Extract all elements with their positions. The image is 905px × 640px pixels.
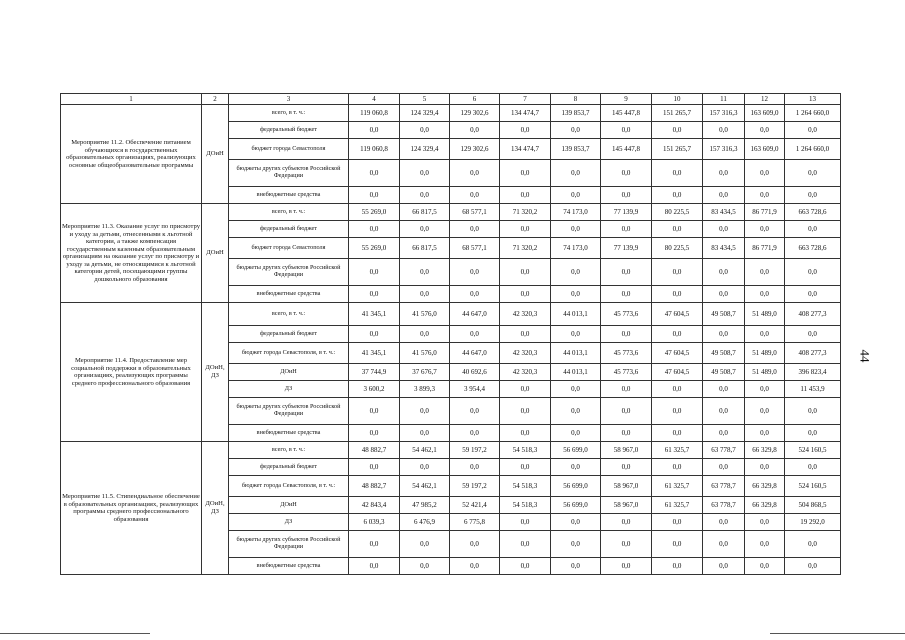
value-cell: 19 292,0 [785,514,841,531]
value-cell: 11 453,9 [785,381,841,398]
value-cell: 83 434,5 [703,238,745,259]
value-cell: 63 778,7 [703,476,745,497]
value-cell: 0,0 [500,221,551,238]
funding-source-label: внебюджетные средства [229,187,349,204]
value-cell: 61 325,7 [652,497,703,514]
funding-source-label: всего, в т. ч.: [229,442,349,459]
header-cell: 13 [785,94,841,105]
funding-source-label: внебюджетные средства [229,425,349,442]
value-cell: 0,0 [500,326,551,343]
value-cell: 0,0 [601,187,652,204]
value-cell: 0,0 [703,326,745,343]
value-cell: 0,0 [703,425,745,442]
value-cell: 524 160,5 [785,476,841,497]
value-cell: 58 967,0 [601,476,652,497]
header-cell: 9 [601,94,652,105]
value-cell: 0,0 [745,558,785,575]
value-cell: 59 197,2 [450,476,500,497]
funding-source-label: бюджеты других субъектов Российской Федерации [229,259,349,286]
funding-source-label: федеральный бюджет [229,326,349,343]
value-cell: 0,0 [785,398,841,425]
value-cell: 504 868,5 [785,497,841,514]
value-cell: 49 508,7 [703,364,745,381]
value-cell: 61 325,7 [652,476,703,497]
value-cell: 44 013,1 [551,303,601,326]
executor: ДОиН, ДЗ [202,303,229,442]
value-cell: 3 600,2 [349,381,400,398]
funding-source-label: всего, в т. ч.: [229,303,349,326]
value-cell: 0,0 [400,160,450,187]
value-cell: 157 316,3 [703,105,745,122]
value-cell: 134 474,7 [500,105,551,122]
value-cell: 0,0 [551,459,601,476]
value-cell: 0,0 [551,558,601,575]
value-cell: 163 609,0 [745,105,785,122]
value-cell: 0,0 [785,459,841,476]
value-cell: 47 985,2 [400,497,450,514]
value-cell: 40 692,6 [450,364,500,381]
value-cell: 0,0 [349,531,400,558]
value-cell: 83 434,5 [703,204,745,221]
header-cell: 8 [551,94,601,105]
value-cell: 47 604,5 [652,343,703,364]
value-cell: 71 320,2 [500,238,551,259]
table-row [61,442,841,459]
value-cell: 0,0 [785,259,841,286]
value-cell: 44 013,1 [551,364,601,381]
funding-source-label: ДОиН [229,497,349,514]
value-cell: 0,0 [745,381,785,398]
value-cell: 0,0 [500,398,551,425]
value-cell: 145 447,8 [601,105,652,122]
value-cell: 68 577,1 [450,204,500,221]
value-cell: 396 823,4 [785,364,841,381]
value-cell: 0,0 [601,221,652,238]
value-cell: 0,0 [349,259,400,286]
value-cell: 663 728,6 [785,204,841,221]
value-cell: 6 039,3 [349,514,400,531]
value-cell: 51 489,0 [745,303,785,326]
value-cell: 0,0 [652,514,703,531]
value-cell: 66 817,5 [400,204,450,221]
value-cell: 0,0 [450,425,500,442]
value-cell: 0,0 [601,558,652,575]
value-cell: 0,0 [349,425,400,442]
value-cell: 0,0 [400,398,450,425]
value-cell: 86 771,9 [745,238,785,259]
value-cell: 0,0 [349,326,400,343]
value-cell: 0,0 [551,514,601,531]
value-cell: 0,0 [703,187,745,204]
value-cell: 0,0 [400,531,450,558]
value-cell: 0,0 [450,326,500,343]
value-cell: 6 476,9 [400,514,450,531]
value-cell: 0,0 [652,398,703,425]
funding-source-label: ДОиН [229,364,349,381]
value-cell: 80 225,5 [652,204,703,221]
value-cell: 52 421,4 [450,497,500,514]
value-cell: 45 773,6 [601,343,652,364]
value-cell: 3 899,3 [400,381,450,398]
value-cell: 66 329,8 [745,442,785,459]
value-cell: 0,0 [703,221,745,238]
funding-source-label: бюджеты других субъектов Российской Федерации [229,160,349,187]
header-cell: 6 [450,94,500,105]
value-cell: 54 518,3 [500,497,551,514]
value-cell: 0,0 [450,558,500,575]
value-cell: 163 609,0 [745,139,785,160]
value-cell: 0,0 [652,221,703,238]
value-cell: 0,0 [745,122,785,139]
value-cell: 41 345,1 [349,343,400,364]
value-cell: 0,0 [551,160,601,187]
table-body [61,94,841,575]
value-cell: 0,0 [745,259,785,286]
value-cell: 42 320,3 [500,343,551,364]
funding-source-label: федеральный бюджет [229,221,349,238]
funding-source-label: бюджеты других субъектов Российской Федерации [229,398,349,425]
value-cell: 63 778,7 [703,442,745,459]
value-cell: 0,0 [652,326,703,343]
value-cell: 41 576,0 [400,343,450,364]
measure-name: Мероприятие 11.5. Стипендиальное обеспечение в образовательных организациях, реализующих программы среднего профессионального образования [61,442,202,575]
value-cell: 0,0 [450,286,500,303]
value-cell: 0,0 [450,122,500,139]
value-cell: 74 173,0 [551,204,601,221]
value-cell: 0,0 [349,459,400,476]
header-cell: 7 [500,94,551,105]
value-cell: 0,0 [745,326,785,343]
value-cell: 0,0 [551,221,601,238]
value-cell: 56 699,0 [551,476,601,497]
header-cell: 3 [229,94,349,105]
page-number: 44 [857,349,873,363]
value-cell: 0,0 [745,514,785,531]
value-cell: 0,0 [745,286,785,303]
value-cell: 0,0 [400,558,450,575]
value-cell: 71 320,2 [500,204,551,221]
funding-source-label: ДЗ [229,381,349,398]
value-cell: 0,0 [785,425,841,442]
value-cell: 0,0 [551,326,601,343]
value-cell: 41 345,1 [349,303,400,326]
value-cell: 0,0 [652,122,703,139]
value-cell: 0,0 [450,459,500,476]
value-cell: 66 329,8 [745,476,785,497]
value-cell: 0,0 [500,531,551,558]
value-cell: 0,0 [785,221,841,238]
value-cell: 0,0 [785,326,841,343]
value-cell: 0,0 [745,221,785,238]
value-cell: 6 775,8 [450,514,500,531]
value-cell: 0,0 [703,259,745,286]
value-cell: 0,0 [785,122,841,139]
value-cell: 0,0 [450,259,500,286]
value-cell: 0,0 [500,286,551,303]
value-cell: 0,0 [500,459,551,476]
value-cell: 0,0 [703,459,745,476]
value-cell: 0,0 [703,398,745,425]
funding-source-label: бюджет города Севастополя, в т. ч.: [229,476,349,497]
value-cell: 0,0 [785,160,841,187]
value-cell: 54 518,3 [500,476,551,497]
measure-name: Мероприятие 11.3. Оказание услуг по присмотру и уходу за детьми, отнесенными к льготной категории, а также компенсация государственным казенным образовательным организациям на оказание услуг по присмотру и уходу за детьми, не относящимися к льготной категории детей, посещающими группы дошкольного образования [61,204,202,303]
value-cell: 0,0 [601,425,652,442]
value-cell: 58 967,0 [601,442,652,459]
value-cell: 44 647,0 [450,343,500,364]
value-cell: 0,0 [652,425,703,442]
funding-source-label: всего, в т. ч.: [229,105,349,122]
value-cell: 0,0 [400,221,450,238]
value-cell: 0,0 [500,187,551,204]
value-cell: 0,0 [400,326,450,343]
value-cell: 0,0 [500,160,551,187]
header-row [61,94,841,105]
value-cell: 0,0 [349,558,400,575]
value-cell: 51 489,0 [745,343,785,364]
value-cell: 157 316,3 [703,139,745,160]
value-cell: 48 882,7 [349,442,400,459]
value-cell: 0,0 [785,531,841,558]
value-cell: 124 329,4 [400,105,450,122]
value-cell: 58 967,0 [601,497,652,514]
header-cell: 5 [400,94,450,105]
value-cell: 47 604,5 [652,303,703,326]
value-cell: 45 773,6 [601,364,652,381]
value-cell: 0,0 [500,381,551,398]
value-cell: 37 744,9 [349,364,400,381]
value-cell: 408 277,3 [785,343,841,364]
value-cell: 0,0 [652,558,703,575]
header-cell: 2 [202,94,229,105]
value-cell: 54 462,1 [400,442,450,459]
value-cell: 0,0 [601,531,652,558]
funding-source-label: бюджет города Севастополя [229,238,349,259]
value-cell: 663 728,6 [785,238,841,259]
value-cell: 0,0 [551,381,601,398]
value-cell: 42 320,3 [500,303,551,326]
value-cell: 0,0 [745,160,785,187]
value-cell: 0,0 [400,259,450,286]
value-cell: 61 325,7 [652,442,703,459]
value-cell: 49 508,7 [703,343,745,364]
value-cell: 145 447,8 [601,139,652,160]
value-cell: 0,0 [785,558,841,575]
executor: ДОиН, ДЗ [202,442,229,575]
value-cell: 139 853,7 [551,105,601,122]
value-cell: 0,0 [601,381,652,398]
value-cell: 0,0 [400,425,450,442]
table-row [61,204,841,221]
table-row [61,303,841,326]
value-cell: 0,0 [450,160,500,187]
funding-source-label: ДЗ [229,514,349,531]
value-cell: 0,0 [500,122,551,139]
value-cell: 0,0 [703,381,745,398]
value-cell: 0,0 [551,259,601,286]
value-cell: 0,0 [500,425,551,442]
value-cell: 86 771,9 [745,204,785,221]
value-cell: 0,0 [551,398,601,425]
value-cell: 63 778,7 [703,497,745,514]
value-cell: 0,0 [703,286,745,303]
value-cell: 0,0 [703,160,745,187]
value-cell: 0,0 [652,187,703,204]
value-cell: 0,0 [400,122,450,139]
value-cell: 0,0 [500,558,551,575]
value-cell: 119 060,8 [349,139,400,160]
value-cell: 524 160,5 [785,442,841,459]
value-cell: 0,0 [450,398,500,425]
value-cell: 151 265,7 [652,105,703,122]
funding-source-label: федеральный бюджет [229,122,349,139]
funding-source-label: всего, в т. ч.: [229,204,349,221]
value-cell: 48 882,7 [349,476,400,497]
footer-rule-left [0,633,150,634]
footer-rule-right [770,633,905,634]
value-cell: 129 302,6 [450,139,500,160]
value-cell: 0,0 [400,187,450,204]
executor: ДОиН [202,105,229,204]
value-cell: 74 173,0 [551,238,601,259]
value-cell: 0,0 [400,459,450,476]
value-cell: 0,0 [500,514,551,531]
funding-source-label: бюджет города Севастополя [229,139,349,160]
header-cell: 1 [61,94,202,105]
value-cell: 0,0 [551,187,601,204]
value-cell: 119 060,8 [349,105,400,122]
value-cell: 55 269,0 [349,204,400,221]
value-cell: 41 576,0 [400,303,450,326]
value-cell: 0,0 [652,160,703,187]
value-cell: 68 577,1 [450,238,500,259]
value-cell: 129 302,6 [450,105,500,122]
value-cell: 0,0 [785,286,841,303]
value-cell: 0,0 [450,221,500,238]
value-cell: 0,0 [703,531,745,558]
value-cell: 0,0 [400,286,450,303]
value-cell: 66 329,8 [745,497,785,514]
value-cell: 0,0 [652,459,703,476]
value-cell: 0,0 [500,259,551,286]
value-cell: 55 269,0 [349,238,400,259]
value-cell: 56 699,0 [551,497,601,514]
value-cell: 134 474,7 [500,139,551,160]
value-cell: 44 647,0 [450,303,500,326]
value-cell: 0,0 [745,187,785,204]
value-cell: 0,0 [601,286,652,303]
header-cell: 11 [703,94,745,105]
value-cell: 49 508,7 [703,303,745,326]
value-cell: 139 853,7 [551,139,601,160]
value-cell: 0,0 [601,514,652,531]
value-cell: 0,0 [601,259,652,286]
funding-source-label: федеральный бюджет [229,459,349,476]
value-cell: 0,0 [349,221,400,238]
value-cell: 56 699,0 [551,442,601,459]
value-cell: 0,0 [450,531,500,558]
value-cell: 0,0 [703,558,745,575]
funding-source-label: бюджет города Севастополя, в т. ч.: [229,343,349,364]
funding-source-label: бюджеты других субъектов Российской Федерации [229,531,349,558]
value-cell: 0,0 [652,531,703,558]
value-cell: 0,0 [745,531,785,558]
value-cell: 0,0 [349,286,400,303]
value-cell: 77 139,9 [601,238,652,259]
value-cell: 0,0 [551,425,601,442]
value-cell: 54 462,1 [400,476,450,497]
value-cell: 47 604,5 [652,364,703,381]
value-cell: 42 843,4 [349,497,400,514]
value-cell: 0,0 [349,187,400,204]
value-cell: 42 320,3 [500,364,551,381]
value-cell: 0,0 [551,122,601,139]
measure-name: Мероприятие 11.4. Предоставление мер социальной поддержки в образовательных организациях, реализующих программы среднего профессионального образования [61,303,202,442]
table-row [61,105,841,122]
value-cell: 0,0 [349,398,400,425]
value-cell: 0,0 [745,425,785,442]
value-cell: 0,0 [601,160,652,187]
value-cell: 51 489,0 [745,364,785,381]
value-cell: 408 277,3 [785,303,841,326]
funding-source-label: внебюджетные средства [229,286,349,303]
financing-table [60,93,841,575]
header-cell: 12 [745,94,785,105]
value-cell: 0,0 [652,286,703,303]
value-cell: 0,0 [652,381,703,398]
value-cell: 77 139,9 [601,204,652,221]
header-cell: 10 [652,94,703,105]
value-cell: 0,0 [601,122,652,139]
value-cell: 1 264 660,0 [785,105,841,122]
value-cell: 0,0 [349,122,400,139]
value-cell: 0,0 [703,514,745,531]
value-cell: 0,0 [601,459,652,476]
value-cell: 0,0 [703,122,745,139]
value-cell: 80 225,5 [652,238,703,259]
value-cell: 0,0 [601,398,652,425]
header-cell: 4 [349,94,400,105]
value-cell: 124 329,4 [400,139,450,160]
value-cell: 0,0 [450,187,500,204]
value-cell: 0,0 [551,531,601,558]
value-cell: 59 197,2 [450,442,500,459]
value-cell: 1 264 660,0 [785,139,841,160]
value-cell: 66 817,5 [400,238,450,259]
executor: ДОиН [202,204,229,303]
funding-source-label: внебюджетные средства [229,558,349,575]
value-cell: 45 773,6 [601,303,652,326]
value-cell: 54 518,3 [500,442,551,459]
value-cell: 0,0 [745,398,785,425]
value-cell: 37 676,7 [400,364,450,381]
value-cell: 0,0 [349,160,400,187]
value-cell: 151 265,7 [652,139,703,160]
value-cell: 0,0 [785,187,841,204]
value-cell: 0,0 [745,459,785,476]
value-cell: 44 013,1 [551,343,601,364]
value-cell: 3 954,4 [450,381,500,398]
value-cell: 0,0 [601,326,652,343]
value-cell: 0,0 [652,259,703,286]
value-cell: 0,0 [551,286,601,303]
measure-name: Мероприятие 11.2. Обеспечение питанием обучающихся в государственных образовательных организациях, реализующих основные общеобразовательные программы [61,105,202,204]
